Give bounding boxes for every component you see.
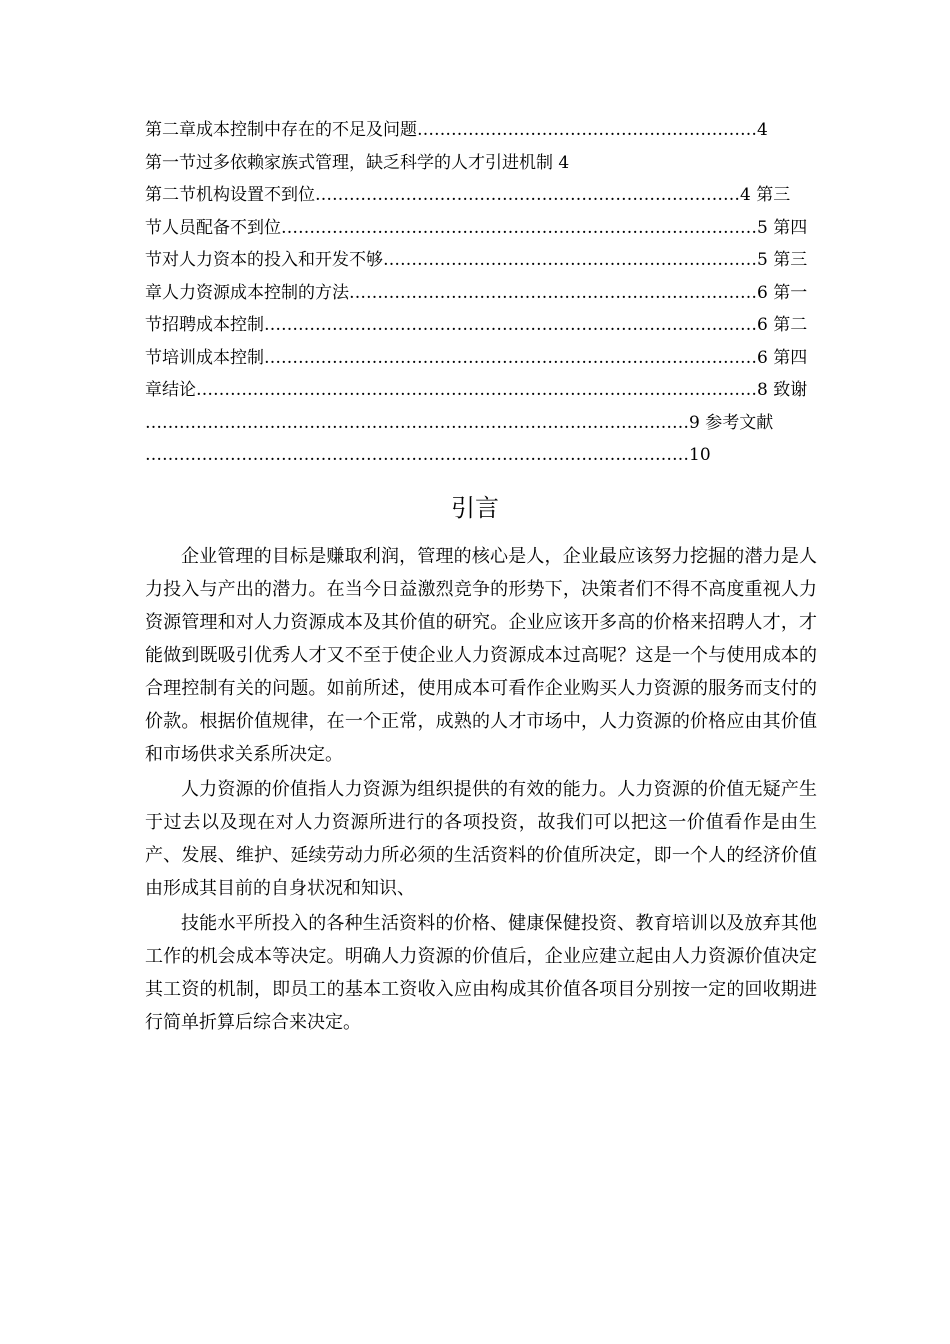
toc-line: 章人力资源成本控制的方法………………………………………………………………6 第一 — [145, 282, 808, 303]
paragraph: 企业管理的目标是赚取利润，管理的核心是人，企业最应该努力挖掘的潜力是人力投入与产出的潜力。在当今日益激烈竞争的形势下，决策者们不得不高度重视人力资源管理和对人力资源成本及其价值的研究。企业应该开多高的价格来招聘人才，才能做到既吸引优秀人才又不至于使企业人力资源成本过高呢？这是一个与使用成本的合理控制有关的问题。如前所述，使用成本可看作企业购买人力资源的服务而支付的价款。根据价值规律，在一个正常，成熟的人才市场中，人力资源的价格应由其价值和市场供求关系所决定。 — [145, 546, 817, 765]
paragraph: 技能水平所投入的各种生活资料的价格、健康保健投资、教育培训以及放弃其他工作的机会成本等决定。明确人力资源的价值后，企业应建立起由人力资源价值决定其工资的机制，即员工的基本工资收入应由构成其价值各项目分别按一定的回收期进行简单折算后综合来决定。 — [145, 913, 817, 1033]
intro-body — [145, 540, 817, 1039]
toc-line: ……………………………………………………………………………………10 — [145, 445, 711, 465]
paragraph: 人力资源的价值指人力资源为组织提供的有效的能力。人力资源的价值无疑产生于过去以及现在对人力资源所进行的各项投资，故我们可以把这一价值看作是由生产、发展、维护、延续劳动力所必须的生活资料的价值所决定，即一个人的经济价值由形成其目前的自身状况和知识、 — [145, 779, 817, 899]
toc-line: 第一节过多依赖家族式管理，缺乏科学的人才引进机制 4 — [145, 152, 570, 173]
toc-line: 节培训成本控制……………………………………………………………………………6 第四 — [145, 347, 808, 368]
toc-line: 第二节机构设置不到位…………………………………………………………………4 第三 — [145, 185, 791, 205]
toc-line: 节招聘成本控制……………………………………………………………………………6 第二 — [145, 315, 808, 335]
toc-line: 节对人力资本的投入和开发不够…………………………………………………………5 第三 — [145, 250, 808, 270]
toc-line: ……………………………………………………………………………………9 参考文献 — [145, 412, 774, 433]
toc-line: 章结论………………………………………………………………………………………8 致谢 — [145, 380, 808, 400]
section-title: 引言 — [451, 494, 499, 522]
toc-line: 第二章成本控制中存在的不足及问题……………………………………………………4 — [145, 120, 768, 140]
table-of-contents — [145, 114, 825, 472]
toc-line: 节人员配备不到位…………………………………………………………………………5 第四 — [145, 217, 808, 238]
